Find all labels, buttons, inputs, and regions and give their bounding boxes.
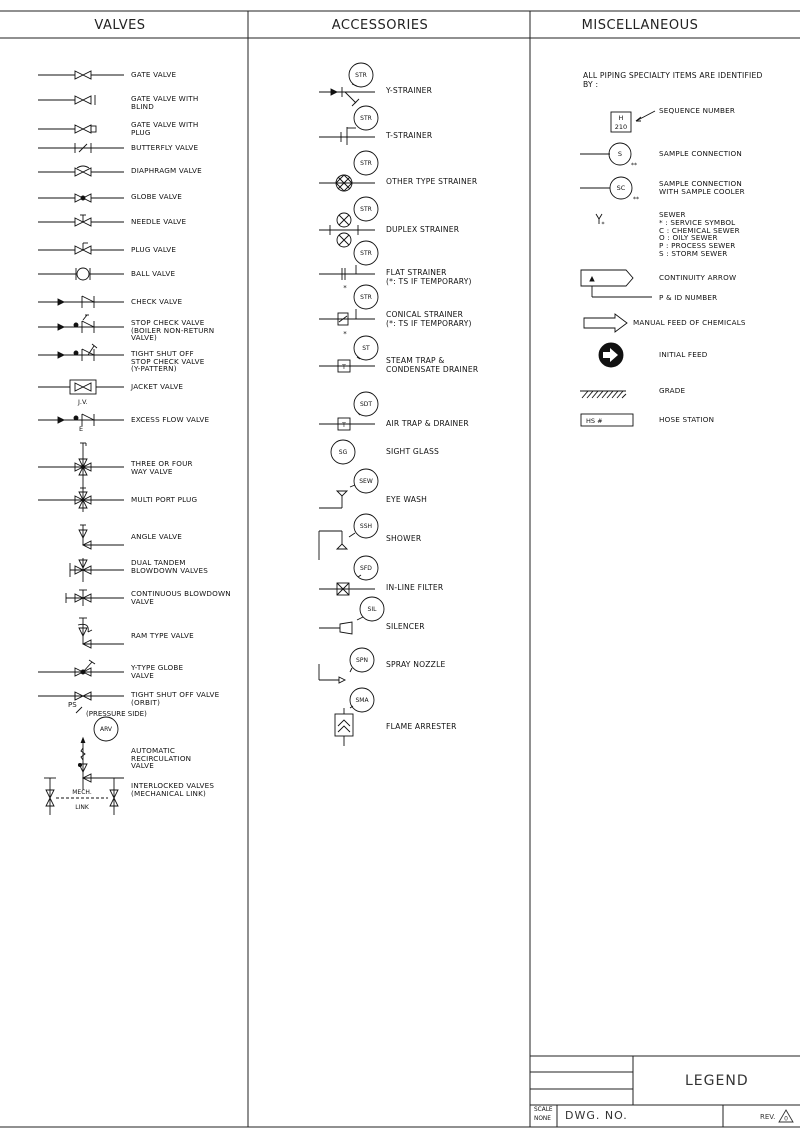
header-accessories: ACCESSORIES <box>331 18 429 33</box>
air-trap-t: T <box>342 422 346 429</box>
mech-tag: MECH. <box>72 789 92 796</box>
valve-label: MULTI PORT PLUG <box>131 495 198 504</box>
accessory-label: OTHER TYPE STRAINER <box>386 177 478 186</box>
sewer-star: * <box>601 221 605 228</box>
sample-cooler-label: SAMPLE CONNECTION WITH SAMPLE COOLER <box>659 179 745 196</box>
acc-tag-4: STR <box>360 206 372 213</box>
accessory-label: EYE WASH <box>386 495 428 504</box>
link-tag: LINK <box>75 804 89 811</box>
sc-stars: ** <box>633 196 639 203</box>
acc-tag-13: SIL <box>367 606 377 613</box>
valve-label: DIAPHRAGM VALVE <box>131 166 202 175</box>
flat-strainer-star: * <box>343 284 347 292</box>
misc-intro: ALL PIPING SPECIALTY ITEMS ARE IDENTIFIED BY : <box>583 71 763 89</box>
valve-label: Y-TYPE GLOBE VALVE <box>131 663 184 680</box>
acc-tag-3: STR <box>360 160 372 167</box>
acc-tag-9: SG <box>338 449 348 456</box>
accessory-label: SPRAY NOZZLE <box>386 660 446 669</box>
sequence-number-label: SEQUENCE NUMBER <box>659 106 736 115</box>
valve-label: STOP CHECK VALVE (BOILER NON-RETURN VALVE) <box>131 318 215 343</box>
manual-feed-label: MANUAL FEED OF CHEMICALS <box>633 318 746 327</box>
acc-tag-1: STR <box>355 72 367 79</box>
s-stars: ** <box>631 162 637 169</box>
accessory-label: Y-STRAINER <box>386 86 433 95</box>
accessory-label: AIR TRAP & DRAINER <box>386 419 469 428</box>
accessory-label: SHOWER <box>386 534 422 543</box>
valve-label: TIGHT SHUT OFF STOP CHECK VALVE (Y-PATTERN) <box>131 349 205 374</box>
ps-tag: PS <box>68 701 77 709</box>
acc-tag-8: SDT <box>359 401 373 408</box>
rev-mark: 0 <box>784 1115 788 1123</box>
valve-label: TIGHT SHUT OFF VALVE (ORBIT) <box>131 690 220 707</box>
accessory-label: T-STRAINER <box>386 131 433 140</box>
pressure-side-note: (PRESSURE SIDE) <box>86 710 147 718</box>
accessory-label: SILENCER <box>386 622 425 631</box>
continuity-arrow-label: CONTINUITY ARROW <box>659 273 737 282</box>
steam-trap-t: T <box>342 364 346 371</box>
sample-connection-label: SAMPLE CONNECTION <box>659 149 742 158</box>
acc-tag-2: STR <box>360 115 372 122</box>
acc-tag-10: SEW <box>359 478 373 485</box>
valve-label: JACKET VALVE <box>131 382 184 391</box>
jv-tag: J.V. <box>78 398 88 406</box>
valve-label: GATE VALVE WITH PLUG <box>131 120 199 137</box>
header-misc: MISCELLANEOUS <box>581 18 699 33</box>
s-tag: S <box>617 150 623 158</box>
sc-tag: SC <box>616 184 626 192</box>
valve-label: RAM TYPE VALVE <box>131 631 194 640</box>
accessory-label: STEAM TRAP & CONDENSATE DRAINER <box>386 356 479 374</box>
header-valves: VALVES <box>94 18 146 33</box>
accessory-label: FLAME ARRESTER <box>386 722 457 731</box>
acc-tag-12: SFD <box>360 565 372 572</box>
pid-number-label: P & ID NUMBER <box>659 293 718 302</box>
grade-icon <box>580 391 626 398</box>
sewer-label: SEWER * : SERVICE SYMBOL C : CHEMICAL SEWER O : OILY SEWER P : PROCESS SEWER S : STORM SEWER <box>659 210 740 258</box>
arv-tag: ARV <box>99 726 113 733</box>
acc-tag-14: SPN <box>356 657 368 664</box>
valve-label: PLUG VALVE <box>131 245 177 254</box>
acc-tag-11: SSH <box>359 523 373 530</box>
valve-label: BUTTERFLY VALVE <box>131 143 199 152</box>
grade-label: GRADE <box>659 386 686 395</box>
valve-label: THREE OR FOUR WAY VALVE <box>131 459 193 476</box>
initial-feed-label: INITIAL FEED <box>659 350 708 359</box>
hose-station-label: HOSE STATION <box>659 415 715 424</box>
accessory-label: IN-LINE FILTER <box>386 583 444 592</box>
accessory-label: SIGHT GLASS <box>386 447 440 456</box>
valve-label: INTERLOCKED VALVES (MECHANICAL LINK) <box>131 781 215 798</box>
acc-tag-6: STR <box>360 294 372 301</box>
valve-label: ANGLE VALVE <box>131 532 182 541</box>
valve-label: NEEDLE VALVE <box>131 217 187 226</box>
valve-label: BALL VALVE <box>131 269 176 278</box>
valve-label: CONTINUOUS BLOWDOWN VALVE <box>131 589 231 606</box>
scale-label: SCALE <box>534 1107 553 1113</box>
legend-title: LEGEND <box>685 1073 749 1089</box>
rev-triangle-icon <box>778 1109 794 1123</box>
valve-label: GLOBE VALVE <box>131 192 182 201</box>
seq-box-bot: 210 <box>614 123 628 131</box>
scale-value: NONE <box>534 1116 551 1122</box>
hs-tag: HS # <box>586 417 603 425</box>
accessory-label: FLAT STRAINER (*: TS IF TEMPORARY) <box>386 268 472 286</box>
conical-strainer-star: * <box>343 330 347 338</box>
acc-tag-5: STR <box>360 250 372 257</box>
dwg-no-label: DWG. NO. <box>565 1109 628 1122</box>
valve-label: EXCESS FLOW VALVE <box>131 415 210 424</box>
valve-label: DUAL TANDEM BLOWDOWN VALVES <box>131 558 209 575</box>
continuity-arrow-icon <box>581 270 633 286</box>
accessory-label: DUPLEX STRAINER <box>386 225 460 234</box>
rev-label: REV. <box>760 1113 776 1121</box>
accessory-label: CONICAL STRAINER (*: TS IF TEMPORARY) <box>386 310 472 328</box>
manual-feed-arrow-icon <box>584 314 627 332</box>
valve-label: CHECK VALVE <box>131 297 183 306</box>
seq-box-top: H <box>618 114 624 122</box>
valve-label: AUTOMATIC RECIRCULATION VALVE <box>131 746 192 771</box>
valve-label: GATE VALVE WITH BLIND <box>131 94 199 111</box>
valve-label: GATE VALVE <box>131 70 177 79</box>
acc-tag-15: SMA <box>355 697 369 704</box>
acc-tag-7: ST <box>362 345 370 352</box>
e-tag: E <box>79 425 84 433</box>
